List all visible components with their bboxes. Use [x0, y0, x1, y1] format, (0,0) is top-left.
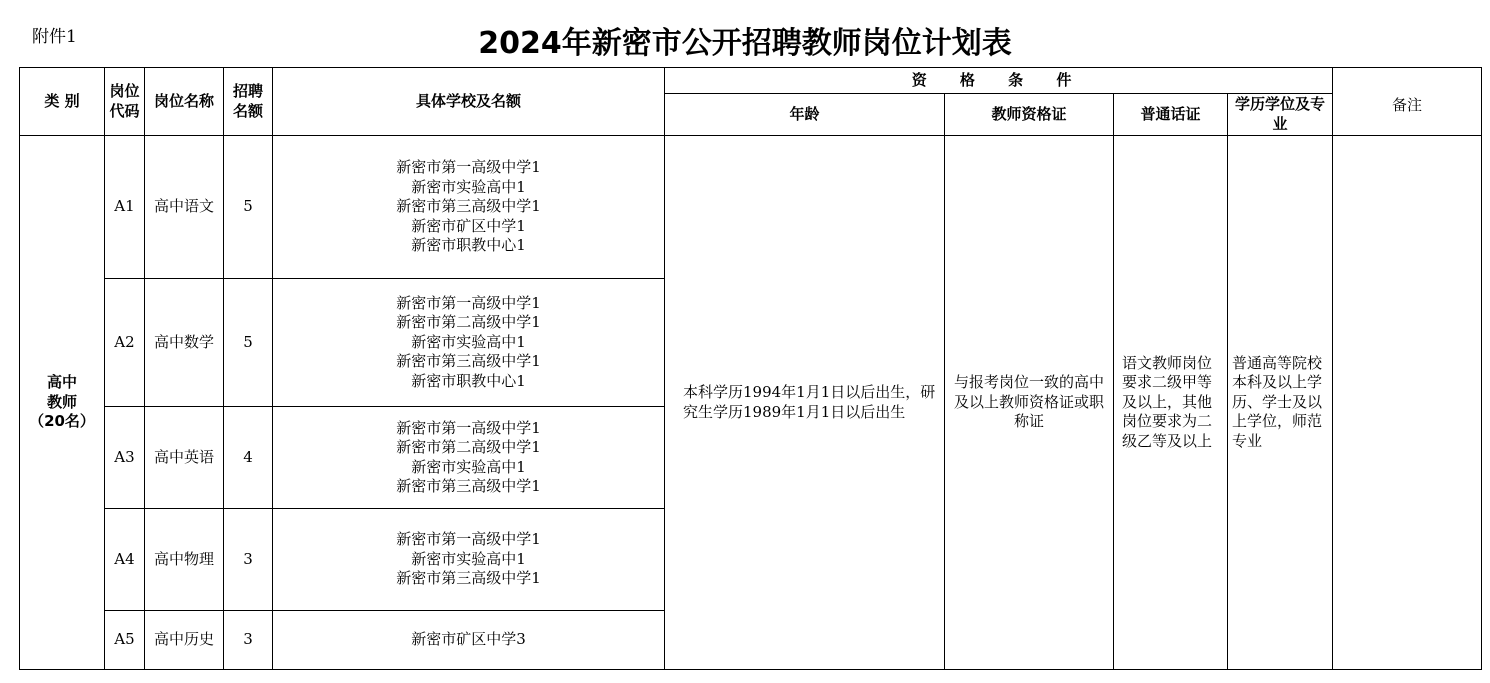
category-count: （20名）	[29, 412, 95, 431]
condition-teacher-cert: 与报考岗位一致的高中及以上教师资格证或职称证	[945, 136, 1114, 670]
school-item: 新密市实验高中1	[411, 457, 526, 476]
school-item: 新密市矿区中学3	[411, 630, 526, 649]
post-name: 高中英语	[145, 407, 224, 509]
condition-age: 本科学历1994年1月1日以后出生，研究生学历1989年1月1日以后出生	[665, 136, 945, 670]
school-item: 新密市实验高中1	[411, 332, 526, 351]
table-row	[20, 136, 1482, 279]
school-item: 新密市第一高级中学1	[396, 530, 541, 549]
school-item: 新密市实验高中1	[411, 177, 526, 196]
post-name: 高中历史	[145, 611, 224, 670]
school-list	[273, 611, 665, 670]
header-mandarin: 普通话证	[1114, 94, 1228, 136]
post-code: A1	[105, 136, 145, 279]
header-qualifications: 资 格 条 件	[665, 68, 1333, 94]
header-post-code: 岗位代码	[105, 68, 145, 136]
annex-label: 附件1	[32, 27, 77, 47]
school-item: 新密市第三高级中学1	[396, 569, 541, 588]
school-item: 新密市职教中心1	[411, 236, 526, 255]
header-recruit-count: 招聘名额	[224, 68, 273, 136]
post-code: A2	[105, 279, 145, 407]
post-name: 高中语文	[145, 136, 224, 279]
school-item: 新密市第一高级中学1	[396, 158, 541, 177]
header-age: 年龄	[665, 94, 945, 136]
category-name: 高中教师	[46, 373, 77, 411]
header-teacher-cert: 教师资格证	[945, 94, 1114, 136]
header-post-name: 岗位名称	[145, 68, 224, 136]
post-name: 高中物理	[145, 509, 224, 611]
school-item: 新密市第二高级中学1	[396, 438, 541, 456]
school-item: 新密市第三高级中学1	[396, 197, 541, 216]
school-list	[273, 136, 665, 279]
recruit-count: 5	[224, 279, 273, 407]
header-education: 学历学位及专业	[1228, 94, 1333, 136]
school-list	[273, 407, 665, 509]
post-code: A5	[105, 611, 145, 670]
school-list	[273, 509, 665, 611]
category-cell	[20, 136, 105, 670]
remarks-cell	[1333, 136, 1482, 670]
school-item: 新密市实验高中1	[411, 549, 526, 568]
recruit-count: 3	[224, 509, 273, 611]
school-item: 新密市第三高级中学1	[396, 477, 541, 495]
school-item: 新密市第一高级中学1	[396, 418, 541, 437]
school-item: 新密市第二高级中学1	[396, 313, 541, 332]
header-row-1	[20, 68, 1482, 94]
condition-mandarin: 语文教师岗位要求二级甲等及以上，其他岗位要求为二级乙等及以上	[1114, 136, 1228, 670]
school-list	[273, 279, 665, 407]
header-remarks: 备注	[1333, 68, 1482, 136]
post-code: A4	[105, 509, 145, 611]
header-category: 类 别	[20, 68, 105, 136]
recruitment-table	[19, 67, 1482, 670]
school-item: 新密市第一高级中学1	[396, 293, 541, 312]
header-schools: 具体学校及名额	[273, 68, 665, 136]
post-name: 高中数学	[145, 279, 224, 407]
page-title: 2024年新密市公开招聘教师岗位计划表	[478, 26, 1012, 61]
recruit-count: 5	[224, 136, 273, 279]
school-item: 新密市职教中心1	[411, 371, 526, 390]
recruit-count: 3	[224, 611, 273, 670]
recruit-count: 4	[224, 407, 273, 509]
school-item: 新密市第三高级中学1	[396, 352, 541, 371]
post-code: A3	[105, 407, 145, 509]
condition-education: 普通高等院校本科及以上学历、学士及以上学位，师范专业	[1228, 136, 1333, 670]
school-item: 新密市矿区中学1	[411, 216, 526, 235]
